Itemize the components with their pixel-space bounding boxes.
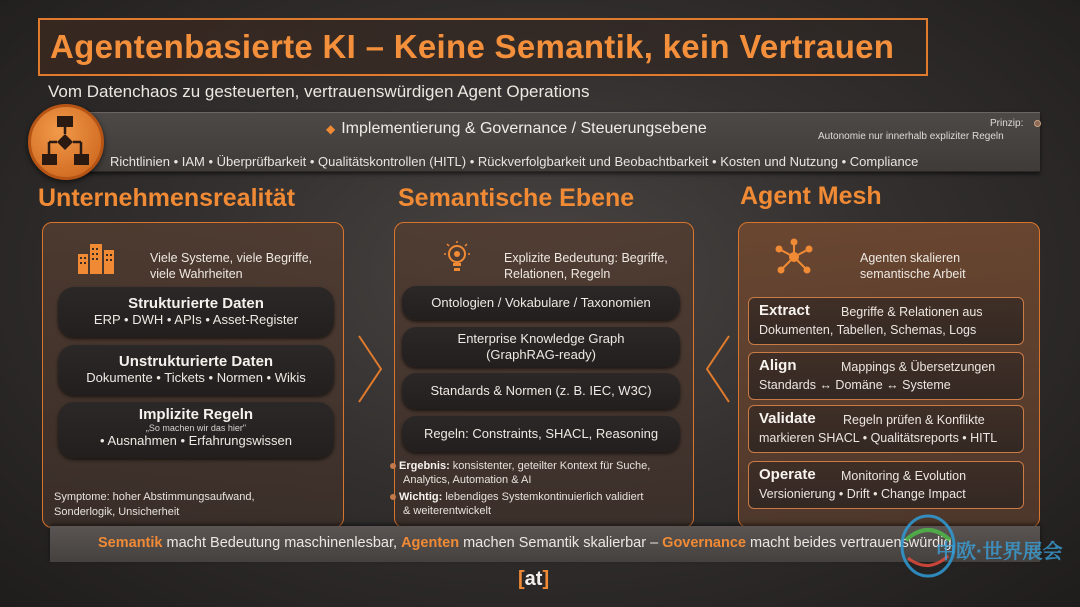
- card-name: Validate: [759, 410, 816, 427]
- card-name: Align: [759, 357, 797, 374]
- heading-unternehmensrealitaet: Unternehmensrealität: [38, 184, 296, 212]
- pill-line: (GraphRAG-ready): [486, 347, 596, 362]
- important-line2: & weiterentwickelt: [403, 505, 492, 517]
- card-desc1: Begriffe & Relationen aus: [841, 305, 983, 319]
- pill-title: Implizite Regeln: [138, 406, 254, 423]
- pill-sub: • Ausnahmen • Erfahrungswissen: [100, 433, 292, 448]
- bottom-text-2: machen Semantik skalierbar –: [459, 535, 663, 551]
- pill-line: Enterprise Knowledge Graph: [457, 331, 625, 346]
- buildings-icon: [76, 242, 116, 274]
- symptoms-line2: Sonderlogik, Unsicherheit: [54, 506, 180, 518]
- pill-structured-data: [58, 287, 334, 337]
- pill-line: Regeln: Constraints, SHACL, Reasoning: [423, 426, 659, 441]
- principle-label: Prinzip:: [990, 118, 1024, 129]
- reality-intro: [150, 250, 312, 282]
- result-line1: konsistenter, geteilter Kontext für Suche,: [452, 460, 651, 472]
- logo-bracket-open: [: [518, 568, 525, 590]
- pill-sub: Dokumente • Tickets • Normen • Wikis: [86, 370, 306, 385]
- result-label: Ergebnis:: [399, 460, 450, 472]
- card-desc2: Versionierung • Drift • Change Impact: [759, 487, 966, 501]
- important-note: [390, 490, 643, 518]
- card-desc1: Mappings & Übersetzungen: [841, 360, 996, 374]
- semantic-intro-line2: Relationen, Regeln: [504, 267, 611, 281]
- card-name: Operate: [759, 466, 816, 483]
- card-desc2: markieren SHACL • Qualitätsreports • HITL: [759, 431, 998, 445]
- card-align: [748, 352, 1024, 400]
- bottom-statement: [98, 535, 952, 551]
- chevron-right-icon: [356, 334, 384, 404]
- title-box: [38, 18, 928, 76]
- card-validate: [748, 405, 1024, 453]
- card-desc1: Monitoring & Evolution: [841, 469, 967, 483]
- pill-title: Unstrukturierte Daten: [118, 353, 274, 370]
- important-line1: lebendiges Systemkontinuierlich validiert: [445, 491, 644, 503]
- principle-dot: [1034, 120, 1041, 127]
- symptoms-line1: Symptome: hoher Abstimmungsaufwand,: [54, 491, 255, 503]
- bottom-word-agenten: Agenten: [401, 535, 460, 551]
- bullet-icon: [390, 494, 396, 500]
- logo-text: at: [524, 568, 543, 590]
- page-subtitle: Vom Datenchaos zu gesteuerten, vertrauenswürdigen Agent Operations: [48, 82, 590, 101]
- governance-icon-circle: [28, 104, 104, 180]
- pill-implicit-rules: [58, 402, 334, 458]
- bottom-word-governance: Governance: [662, 535, 746, 551]
- pill-sub: ERP • DWH • APIs • Asset-Register: [93, 312, 299, 327]
- diamond-icon: ◆: [326, 122, 336, 136]
- agent-intro: [860, 250, 966, 282]
- reality-intro-line1: Viele Systeme, viele Begriffe,: [150, 251, 313, 265]
- important-label: Wichtig:: [399, 491, 443, 503]
- governance-items: Richtlinien • IAM • Überprüfbarkeit • Qualitätskontrollen (HITL) • Rückverfolgbarkeit und Beobachtbarkeit • Kosten und Nutzung • Compliance: [110, 154, 919, 169]
- pill-title: Strukturierte Daten: [128, 295, 264, 312]
- pill-standards: [402, 373, 680, 409]
- pill-rules: [402, 416, 680, 452]
- at-logo: [518, 568, 549, 591]
- heading-semantische-ebene: Semantische Ebene: [398, 184, 635, 212]
- pill-knowledge-graph: [402, 327, 680, 367]
- governance-title: [326, 120, 707, 138]
- agent-intro-line1: Agenten skalieren: [860, 251, 961, 265]
- card-extract: [748, 297, 1024, 345]
- result-line2: Analytics, Automation & AI: [403, 474, 532, 486]
- chevron-left-icon: [704, 334, 732, 404]
- semantic-intro: [504, 250, 668, 282]
- pill-quote: „So machen wir das hier": [145, 423, 247, 433]
- card-desc2: Standards ↔ Domäne ↔ Systeme: [759, 378, 951, 392]
- reality-intro-line2: viele Wahrheiten: [150, 267, 243, 281]
- result-note: [390, 459, 650, 487]
- pill-unstructured-data: [58, 345, 334, 395]
- watermark-text: 中欧·世界展会: [936, 541, 1063, 563]
- card-desc1: Regeln prüfen & Konflikte: [843, 413, 985, 427]
- pill-line: Ontologien / Vokabulare / Taxonomien: [431, 295, 651, 310]
- card-desc2: Dokumenten, Tabellen, Schemas, Logs: [759, 323, 977, 337]
- pill-ontologies: [402, 286, 680, 320]
- card-name: Extract: [759, 302, 810, 319]
- semantic-intro-line1: Explizite Bedeutung: Begriffe,: [504, 251, 668, 265]
- bottom-text-3: macht beides vertrauenswürdig: [746, 535, 952, 551]
- lightbulb-icon: [444, 240, 470, 276]
- bullet-icon: [390, 463, 396, 469]
- heading-agent-mesh: Agent Mesh: [740, 182, 882, 210]
- pill-line: Standards & Normen (z. B. IEC, W3C): [430, 383, 652, 398]
- network-icon: [774, 238, 814, 276]
- principle-text: Autonomie nur innerhalb expliziter Regeln: [818, 131, 1004, 142]
- bottom-text-1: macht Bedeutung maschinenlesbar,: [162, 535, 402, 551]
- hierarchy-icon: [28, 104, 104, 180]
- logo-bracket-close: ]: [542, 568, 550, 590]
- bottom-word-semantik: Semantik: [98, 535, 163, 551]
- card-operate: [748, 461, 1024, 509]
- governance-title-text: Implementierung & Governance / Steuerungsebene: [341, 120, 707, 137]
- page-title: Agentenbasierte KI – Keine Semantik, kein Vertrauen: [50, 28, 895, 65]
- agent-intro-line2: semantische Arbeit: [860, 267, 966, 281]
- symptoms-text: [54, 490, 255, 520]
